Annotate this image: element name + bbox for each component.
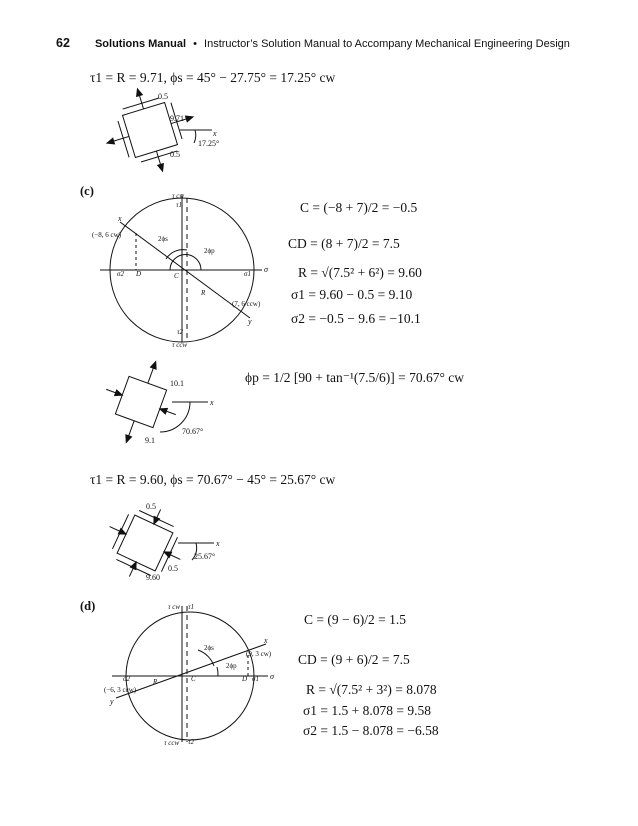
- b-label-top: 0.5: [158, 92, 168, 101]
- d-eq-R: R = √(7.5² + 3²) = 8.078: [306, 682, 437, 697]
- b-label-angle: 17.25°: [198, 139, 220, 148]
- c-eq-CD: CD = (8 + 7)/2 = 7.5: [288, 236, 400, 251]
- book-title: Solutions Manual: [94, 38, 187, 50]
- c-tau-cw: τ cw: [172, 192, 185, 200]
- d-tau2: τ2: [188, 738, 195, 746]
- c-2phi-p: 2ϕp: [204, 247, 215, 255]
- header-separator: •: [193, 38, 197, 50]
- c-tau-ccw: τ ccw: [172, 341, 188, 349]
- c-s-label-top: 0.5: [146, 502, 156, 511]
- c-p-label-x: x: [210, 398, 214, 407]
- c-sigma1: σ1: [244, 270, 251, 278]
- b-label-tau: 9.71: [170, 114, 184, 123]
- d-2phi-s: 2ϕs: [204, 644, 214, 652]
- b-label-bottom: 0.5: [170, 150, 180, 159]
- d-2phi-p: 2ϕp: [226, 662, 237, 670]
- c-shear-line: τ1 = R = 9.60, ϕs = 70.67° − 45° = 25.67° cw: [90, 472, 336, 487]
- c-eq-sigma1: σ1 = 9.60 − 0.5 = 9.10: [291, 287, 413, 302]
- d-point-y: (−6, 3 ccw): [104, 686, 137, 694]
- c-tau2: τ2: [177, 328, 184, 336]
- c-tau1: τ1: [176, 201, 183, 209]
- c-x: x: [118, 214, 122, 223]
- c-eq-phi-p: ϕp = 1/2 [90 + tan⁻¹(7.5/6)] = 70.67° cw: [245, 370, 464, 385]
- d-R: R: [153, 678, 158, 686]
- d-eq-CD: CD = (9 + 6)/2 = 7.5: [298, 652, 410, 667]
- c-eq-sigma2: σ2 = −0.5 − 9.6 = −10.1: [291, 311, 421, 326]
- d-C: C: [191, 675, 196, 683]
- b-label-x: x: [213, 129, 217, 138]
- d-D: D: [242, 675, 248, 683]
- d-y: y: [110, 697, 114, 706]
- c-point-x: (−8, 6 cw): [92, 231, 122, 239]
- c-eq-C: C = (−8 + 7)/2 = −0.5: [300, 200, 418, 215]
- c-p-label-101: 10.1: [170, 379, 184, 388]
- c-s-label-tau: 9.60: [146, 573, 160, 582]
- page-number: 62: [56, 36, 70, 50]
- d-eq-sigma2: σ2 = 1.5 − 8.078 = −6.58: [303, 723, 439, 738]
- part-c-label: (c): [80, 184, 94, 198]
- d-tau1: τ1: [188, 603, 195, 611]
- book-subtitle: Instructor’s Solution Manual to Accompany Mechanical Engineering Design: [204, 38, 570, 50]
- c-y: y: [248, 317, 252, 326]
- c-D: D: [136, 270, 142, 278]
- d-eq-C: C = (9 − 6)/2 = 1.5: [304, 612, 406, 627]
- c-p-label-91: 9.1: [145, 436, 155, 445]
- c-s-label-x: x: [216, 539, 220, 548]
- d-sigma1: σ1: [252, 675, 259, 683]
- c-s-label-bottom: 0.5: [168, 564, 178, 573]
- c-2phi-s: 2ϕs: [158, 235, 168, 243]
- c-R: R: [201, 289, 206, 297]
- c-eq-R: R = √(7.5² + 6²) = 9.60: [298, 265, 422, 280]
- part-b-shear-line: τ1 = R = 9.71, ϕs = 45° − 27.75° = 17.25° cw: [90, 70, 336, 85]
- c-point-y: (7, 6 ccw): [232, 300, 261, 308]
- c-s-label-angle: 25.67°: [194, 552, 216, 561]
- d-eq-sigma1: σ1 = 1.5 + 8.078 = 9.58: [303, 703, 431, 718]
- d-point-x: (9, 3 cw): [246, 650, 272, 658]
- c-p-label-angle: 70.67°: [182, 427, 204, 436]
- c-sigma2: σ2: [117, 270, 124, 278]
- d-x: x: [264, 636, 268, 645]
- d-tau-cw: τ cw: [168, 603, 181, 611]
- part-d-label: (d): [80, 599, 96, 613]
- d-tau-ccw: τ ccw: [164, 739, 180, 747]
- d-sigma2: σ2: [123, 675, 130, 683]
- c-sigma: σ: [264, 265, 268, 274]
- c-C: C: [174, 272, 179, 280]
- d-sigma: σ: [270, 672, 274, 681]
